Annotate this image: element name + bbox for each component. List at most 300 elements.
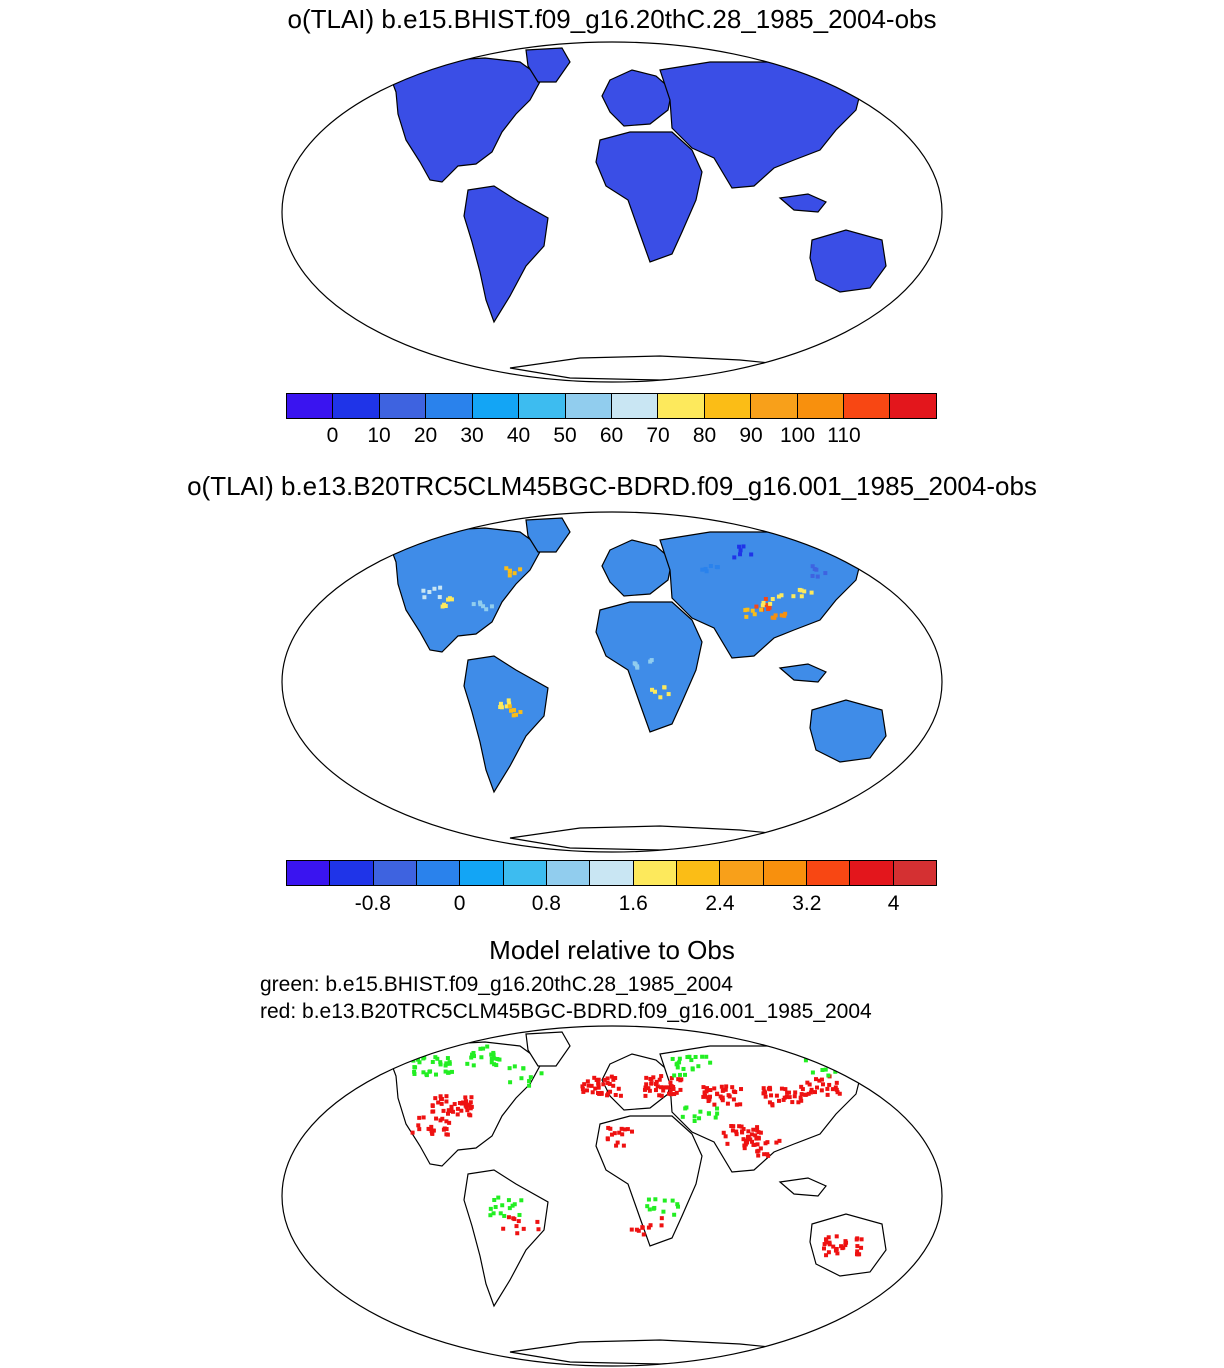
red-cell [433,1096,437,1100]
red-cell [788,1095,792,1099]
green-cell [527,1079,531,1083]
value-cell [780,613,784,617]
red-cell [611,1084,615,1088]
continent-antarctica [510,356,800,380]
red-cell [701,1085,705,1089]
red-cell [826,1093,830,1097]
red-cell [459,1109,463,1113]
colorbar-box [504,861,547,885]
red-cell [751,1143,755,1147]
value-cell [667,692,671,696]
map-panel1 [280,40,944,384]
value-cell [422,595,426,599]
continent-africa [596,602,702,732]
red-cell [522,1227,526,1231]
red-cell [859,1246,863,1250]
value-cell [508,573,512,577]
green-cell [540,1071,544,1075]
red-cell [660,1094,664,1098]
red-cell [768,1100,772,1104]
red-cell [855,1249,859,1253]
red-cell [742,1127,746,1131]
value-cell [518,567,522,571]
red-cell [606,1076,610,1080]
red-cell [670,1084,674,1088]
red-cell [643,1086,647,1090]
colorbar-box [807,861,850,885]
green-cell [446,1056,450,1060]
value-cell [753,612,757,616]
green-cell [647,1198,651,1202]
green-cell [519,1076,523,1080]
green-cell [481,1047,485,1051]
red-cell [442,1128,446,1132]
value-cell [739,548,743,552]
red-cell [745,1140,749,1144]
value-cell [507,698,511,702]
value-cell [754,605,758,609]
red-cell [608,1082,612,1086]
red-cell [430,1131,434,1135]
value-cell [741,544,745,548]
green-cell [819,1054,823,1058]
map-panel2 [280,510,944,854]
continent-indonesia [780,194,826,212]
red-cell [732,1097,736,1101]
red-cell [782,1098,786,1102]
green-cell [826,1074,830,1078]
green-cell [521,1066,525,1070]
colorbar-tick-label: 60 [599,424,624,447]
red-cell [654,1088,658,1092]
red-cell [444,1099,448,1103]
red-cell [746,1129,750,1133]
colorbar-tick-label: -0.8 [354,892,391,915]
green-cell [691,1067,695,1071]
colorbar-box [473,394,519,418]
colorbar-tick-label: 70 [646,424,670,447]
red-cell [793,1094,797,1098]
green-cell [471,1051,475,1055]
green-cell [648,1207,652,1211]
red-cell [820,1088,824,1092]
red-cell [724,1084,728,1088]
red-cell [600,1092,604,1096]
green-cell [682,1067,686,1071]
red-cell [762,1086,766,1090]
value-cell [810,591,814,595]
red-cell [463,1095,467,1099]
red-cell [444,1119,448,1123]
colorbar-tick-label: 0.8 [531,892,561,915]
green-cell [811,1070,815,1074]
red-cell [447,1108,451,1112]
red-cell [614,1144,618,1148]
green-cell [445,1062,449,1066]
red-cell [766,1154,770,1158]
red-cell [442,1109,446,1113]
red-cell [831,1087,835,1091]
red-cell [649,1223,653,1227]
green-cell [438,1060,442,1064]
red-cell [619,1094,623,1098]
colorbar-box [590,861,633,885]
red-cell [813,1090,817,1094]
red-cell [835,1088,839,1092]
red-cell [581,1090,585,1094]
red-cell [764,1095,768,1099]
red-cell [501,1227,505,1231]
red-cell [417,1127,421,1131]
continent-southAmerica [464,656,548,792]
value-cell [744,615,748,619]
colorbar-tick-label: 1.6 [618,892,648,915]
red-cell [835,1081,839,1085]
colorbar-box [658,394,704,418]
value-cell [764,597,768,601]
green-cell [472,1063,476,1067]
green-cell [683,1073,687,1077]
red-cell [765,1140,769,1144]
green-cell [678,1057,682,1061]
green-cell [513,1064,517,1068]
red-cell [712,1086,716,1090]
red-cell [763,1091,767,1095]
colorbar-box [890,394,935,418]
value-cell [508,704,512,708]
green-cell [446,1071,450,1075]
value-cell [421,589,425,593]
red-cell [703,1092,707,1096]
red-cell [725,1142,729,1146]
green-cell [508,1206,512,1210]
colorbar-tick-label: 110 [827,424,861,447]
green-cell [519,1198,523,1202]
value-cell [704,567,708,571]
red-cell [803,1093,807,1097]
green-cell [496,1196,500,1200]
red-cell [838,1092,842,1096]
map-panel3 [280,1024,944,1368]
value-cell [768,606,772,610]
red-cell [754,1137,758,1141]
green-cell [663,1199,667,1203]
colorbar-box [460,861,503,885]
value-cell [816,575,820,579]
colorbar-tick-label: 40 [506,424,531,447]
green-cell [661,1210,665,1214]
red-cell [860,1237,864,1241]
continent-africa [596,132,702,262]
colorbar-box [751,394,797,418]
green-cell [671,1199,675,1203]
red-cell [464,1102,468,1106]
colorbar-box [374,861,417,885]
continent-antarctica [510,1340,800,1364]
red-cell [777,1139,781,1143]
value-cell [490,604,494,608]
red-cell [617,1087,621,1091]
green-cell [465,1062,469,1066]
red-cell [606,1136,610,1140]
colorbar-tick-label: 50 [553,424,577,447]
colorbar-box [287,861,330,885]
red-cell [444,1132,448,1136]
red-cell [608,1127,612,1131]
colorbar-box [844,394,890,418]
red-cell [756,1154,760,1158]
red-cell [658,1078,662,1082]
red-cell [672,1092,676,1096]
red-cell [827,1250,831,1254]
colorbar-box [426,394,472,418]
red-cell [444,1094,448,1098]
value-cell [504,566,508,570]
red-cell [417,1116,421,1120]
red-cell [720,1085,724,1089]
red-cell [751,1128,755,1132]
red-cell [586,1079,590,1083]
red-cell [431,1103,435,1107]
green-cell [685,1055,689,1059]
value-cell [653,690,657,694]
green-cell [488,1213,492,1217]
red-cell [593,1087,597,1091]
red-cell [511,1216,515,1220]
red-cell [737,1124,741,1128]
red-cell [666,1085,670,1089]
value-cell [450,597,454,601]
green-cell [824,1068,828,1072]
red-cell [722,1131,726,1135]
colorbar-panel1 [286,393,937,419]
red-cell [827,1235,831,1239]
continent-australia [810,1214,886,1276]
value-cell [663,685,667,689]
red-cell [620,1127,624,1131]
red-cell [790,1100,794,1104]
red-cell [715,1092,719,1096]
panel3-title: Model relative to Obs [489,935,735,965]
value-cell [743,608,747,612]
value-cell [762,601,766,605]
red-cell [446,1112,450,1116]
continent-australia [810,230,886,292]
green-cell [681,1115,685,1119]
red-cell [597,1082,601,1086]
value-cell [732,555,736,559]
value-cell [811,574,815,578]
red-cell [712,1103,716,1107]
value-cell [791,594,795,598]
red-cell [668,1080,672,1084]
red-cell [606,1091,610,1095]
colorbar-box [330,861,373,885]
red-cell [456,1107,460,1111]
red-cell [825,1087,829,1091]
red-cell [756,1142,760,1146]
red-cell [515,1231,519,1235]
value-cell [500,705,504,709]
value-cell [771,616,775,620]
red-cell [835,1234,839,1238]
value-cell [813,567,817,571]
colorbar-tick-label: 100 [779,424,816,447]
green-cell [671,1057,675,1061]
colorbar-tick-label: 0 [453,892,466,915]
red-cell [467,1113,471,1117]
colorbar-box [677,861,720,885]
colorbar-box [417,861,460,885]
green-cell [693,1114,697,1118]
red-cell [613,1131,617,1135]
red-cell [601,1082,605,1086]
green-cell [675,1202,679,1206]
red-cell [855,1244,859,1248]
red-cell [755,1128,759,1132]
red-cell [536,1227,540,1231]
colorbar-panel2 [286,860,937,886]
red-cell [708,1088,712,1092]
colorbar-box [634,861,677,885]
red-cell [453,1102,457,1106]
colorbar-tick-label: 2.4 [705,892,735,915]
green-cell [698,1110,702,1114]
red-cell [465,1108,469,1112]
colorbar-box [287,394,333,418]
red-cell [422,1115,426,1119]
red-cell [535,1220,539,1224]
red-cell [507,1215,511,1219]
colorbar-box [333,394,379,418]
red-cell [431,1109,435,1113]
red-cell [411,1131,415,1135]
green-cell [704,1055,708,1059]
red-cell [707,1099,711,1103]
colorbar-box [850,861,893,885]
green-cell [490,1057,494,1061]
red-cell [650,1081,654,1085]
red-cell [660,1223,664,1227]
green-cell [672,1073,676,1077]
red-cell [793,1090,797,1094]
red-cell [590,1084,594,1088]
green-cell [697,1116,701,1120]
red-cell [724,1134,728,1138]
legend-red: red: b.e13.B20TRC5CLM45BGC-BDRD.f09_g16.001_1985_2004 [260,1000,872,1023]
value-cell [432,587,436,591]
value-cell [509,709,513,713]
red-cell [610,1075,614,1079]
red-cell [592,1076,596,1080]
colorbar-box [894,861,936,885]
colorbar-box [720,861,763,885]
green-cell [479,1055,483,1059]
legend-green: green: b.e15.BHIST.f09_g16.20thC.28_1985_2004 [260,973,733,996]
value-cell [499,702,503,706]
green-cell [513,1202,517,1206]
red-cell [429,1125,433,1129]
green-cell [434,1073,438,1077]
continent-europe [602,540,672,596]
colorbar-labels-panel1 [286,424,937,450]
colorbar-box [566,394,612,418]
red-cell [469,1100,473,1104]
red-cell [630,1130,634,1134]
value-cell [478,600,482,604]
colorbar-tick-label: 4 [887,892,900,915]
value-cell [472,602,476,606]
green-cell [485,1045,489,1049]
green-cell [715,1107,719,1111]
red-cell [831,1245,835,1249]
red-cell [743,1146,747,1150]
red-cell [800,1092,804,1096]
green-cell [683,1106,687,1110]
green-cell [450,1070,454,1074]
red-cell [416,1123,420,1127]
green-cell [693,1119,697,1123]
red-cell [440,1097,444,1101]
red-cell [721,1088,725,1092]
red-cell [580,1084,584,1088]
green-cell [431,1060,435,1064]
red-cell [436,1100,440,1104]
red-cell [769,1093,773,1097]
colorbar-tick-label: 80 [692,424,717,447]
colorbar-box [764,861,807,885]
red-cell [622,1144,626,1148]
red-cell [440,1102,444,1106]
green-cell [828,1057,832,1061]
value-cell [771,597,775,601]
red-cell [775,1094,779,1098]
red-cell [731,1124,735,1128]
colorbar-tick-label: 0 [326,424,339,447]
red-cell [728,1094,732,1098]
value-cell [444,604,448,608]
continent-europe [602,1054,672,1110]
red-cell [759,1131,763,1135]
red-cell [585,1088,589,1092]
colorbar-box [798,394,844,418]
green-cell [700,1055,704,1059]
red-cell [456,1112,460,1116]
value-cell [779,593,783,597]
red-cell [755,1149,759,1153]
red-cell [822,1246,826,1250]
red-cell [620,1132,624,1136]
red-cell [841,1246,845,1250]
value-cell [759,608,763,612]
red-cell [514,1224,518,1228]
red-cell [747,1135,751,1139]
green-cell [527,1084,531,1088]
green-cell [678,1073,682,1077]
value-cell [484,607,488,611]
red-cell [630,1228,634,1232]
red-cell [801,1087,805,1091]
colorbar-box [380,394,426,418]
red-cell [643,1094,647,1098]
red-cell [614,1093,618,1097]
red-cell [767,1087,771,1091]
value-cell [438,586,442,590]
red-cell [731,1128,735,1132]
value-cell [518,710,522,714]
red-cell [777,1099,781,1103]
green-cell [412,1070,416,1074]
